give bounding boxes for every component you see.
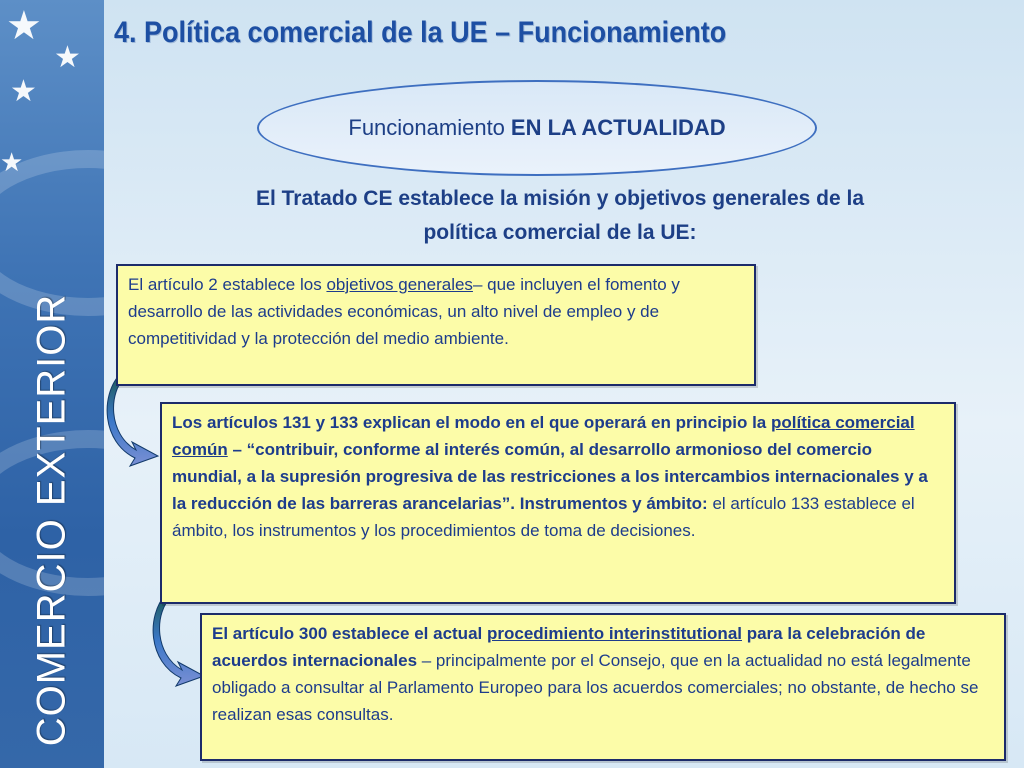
article-2-box bbox=[116, 264, 756, 386]
star-icon: ★ bbox=[0, 147, 24, 177]
page-title: 4. Política comercial de la UE – Funcionamiento bbox=[114, 16, 727, 49]
vertical-section-title: COMERCIO EXTERIOR bbox=[29, 293, 74, 747]
star-icon: ★ bbox=[6, 4, 42, 48]
procedimiento-link[interactable]: procedimiento interinstitutional bbox=[486, 624, 742, 643]
intro-line: política comercial de la UE: bbox=[423, 221, 697, 244]
star-icon: ★ bbox=[54, 41, 81, 74]
subtitle-text: Funcionamiento bbox=[348, 115, 505, 140]
box-text: – principalmente por el Consejo, que en la actualidad no está legalmente obligado a consultar al Parlamento Europeo para los acuerdos comerciales; no obstante, de hecho se realizan esas consultas. bbox=[212, 651, 979, 724]
box-text: para la celebración de acuerdos internacionales bbox=[212, 624, 926, 670]
box-text: El artículo 300 establece el actual bbox=[212, 624, 487, 643]
sidebar-band bbox=[0, 0, 104, 768]
subtitle-ellipse bbox=[257, 80, 817, 176]
box-text: – “contribuir, conforme al interés común, al desarrollo armonioso del comercio mundial, a la supresión progresiva de las restricciones a los intercambios internacionales y a la reducción de las barreras arancelarias”. Instrumentos y ámbito: bbox=[172, 440, 928, 513]
box-text: El artículo 2 establece los bbox=[128, 275, 327, 294]
article-300-box bbox=[200, 613, 1006, 761]
subtitle-bold-text: EN LA ACTUALIDAD bbox=[510, 115, 726, 140]
box-text: – que incluyen el fomento y desarrollo de las actividades económicas, un alto nivel de empleo y de competitividad y la protección del medio ambiente. bbox=[128, 275, 680, 348]
politica-comercial-comun-link[interactable]: política comercial común bbox=[172, 413, 915, 459]
objetivos-generales-link[interactable]: objetivos generales bbox=[326, 275, 473, 294]
articles-131-133-box bbox=[160, 402, 956, 604]
intro-text bbox=[130, 182, 990, 250]
star-icon: ★ bbox=[10, 75, 37, 108]
box-text: el artículo 133 establece el ámbito, los instrumentos y los procedimientos de toma de decisiones. bbox=[172, 494, 915, 540]
curved-arrow-icon bbox=[104, 372, 164, 476]
intro-line: El Tratado CE establece la misión y objetivos generales de la bbox=[255, 187, 865, 210]
box-text: Los artículos 131 y 133 explican el modo en el que operará en principio la bbox=[172, 413, 771, 432]
